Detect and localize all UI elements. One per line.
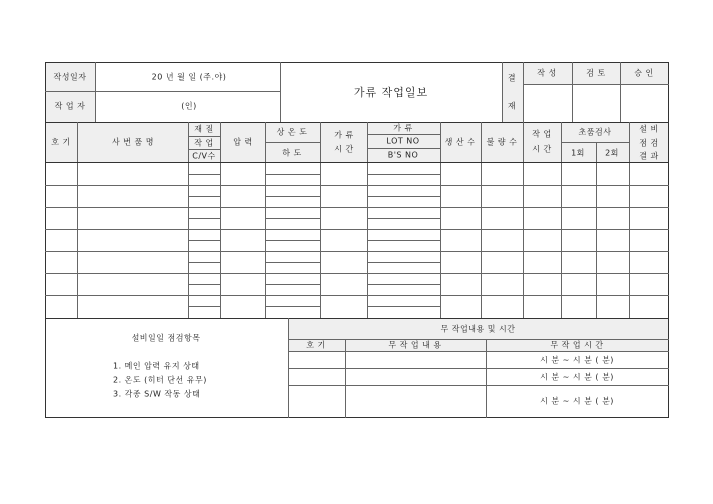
col-lot-2: LOT NO: [386, 136, 420, 146]
col-part: 사 번 품 명: [111, 137, 155, 147]
hdr-h-bottom: [45, 122, 669, 123]
sub-c-1: [188, 174, 220, 175]
idle-time-1[interactable]: 시 분 ~ 시 분 ( 분): [540, 355, 614, 365]
writer-value[interactable]: (인): [181, 101, 197, 111]
col-lot-3: B'S NO: [387, 150, 419, 160]
row-line-2: [45, 207, 669, 208]
col-vul-time-1: 가 류: [334, 130, 354, 140]
tbl-v-2: [188, 122, 189, 318]
col-equip-1: 설 비: [639, 124, 659, 134]
approval-label-2: 재: [507, 101, 517, 111]
col-first-insp: 초품검사: [578, 127, 612, 137]
col-temp-bottom: 하 도: [282, 148, 302, 158]
writer-label: 작 업 자: [54, 101, 86, 111]
sub-l-3: [367, 218, 440, 219]
tbl-v-3: [220, 122, 221, 318]
outer-bottom: [45, 417, 669, 418]
tbl-v-7: [440, 122, 441, 318]
outer-right: [668, 62, 669, 418]
idle-col-ho: 호 기: [306, 340, 326, 350]
hdr-v-appr-2: [572, 62, 573, 122]
tbl-v-5: [320, 122, 321, 318]
tbl-v-8: [481, 122, 482, 318]
thead-h-insp: [561, 142, 629, 143]
sub-l-6: [367, 284, 440, 285]
sub-l-2: [367, 196, 440, 197]
idle-col-content: 무 작 업 내 용: [388, 340, 442, 350]
tbl-v-11: [596, 142, 597, 318]
write-date-value[interactable]: 20 년 월 일 (주.야): [151, 72, 227, 82]
sub-c-4: [188, 240, 220, 241]
approval-col-approve: 승 인: [634, 68, 654, 78]
col-pressure: 압 력: [233, 137, 253, 147]
page-title: 가류 작업일보: [353, 86, 429, 99]
row-line-5: [45, 273, 669, 274]
sub-t-1: [265, 174, 320, 175]
check-item-1: 1. 메인 압력 유지 상태: [113, 361, 200, 371]
col-equip-2: 점 검: [639, 138, 659, 148]
sub-t-7: [265, 306, 320, 307]
row-line-3: [45, 229, 669, 230]
col-lot-1: 가 류: [393, 123, 413, 133]
row-line-bottom: [45, 318, 669, 319]
approval-col-review: 검 토: [586, 68, 606, 78]
col-first-2: 2회: [605, 148, 619, 158]
tbl-v-12: [629, 122, 630, 318]
hdr-h-appr: [523, 84, 669, 85]
col-material: 재 질: [194, 124, 214, 134]
col-temp-top: 상 온 도: [276, 127, 308, 137]
hdr-v-title-right: [502, 62, 503, 122]
sub-l-7: [367, 306, 440, 307]
approval-col-write: 작 성: [537, 68, 557, 78]
thead-h-bottom: [45, 162, 669, 163]
check-item-3: 3. 각종 S/W 작동 상태: [113, 389, 201, 399]
idle-col-time: 무 작 업 시 간: [550, 340, 604, 350]
sub-t-6: [265, 284, 320, 285]
col-first-1: 1회: [571, 148, 585, 158]
approval-label-1: 결: [507, 73, 517, 83]
sub-c-5: [188, 262, 220, 263]
hdr-v-appr-1: [523, 62, 524, 122]
tbl-v-10: [561, 122, 562, 318]
tbl-v-6: [367, 122, 368, 318]
row-line-1: [45, 185, 669, 186]
idle-time-2[interactable]: 시 분 ~ 시 분 ( 분): [540, 372, 614, 382]
idle-v-1: [345, 339, 346, 418]
col-defect: 불 량 수: [486, 137, 518, 147]
check-item-2: 2. 온도 (히터 단선 유무): [113, 375, 207, 385]
check-title: 설비일일 점검항목: [131, 333, 201, 343]
col-vul-time-2: 시 간: [334, 144, 354, 154]
header-bg-approval-label: [502, 62, 523, 122]
sub-t-3: [265, 218, 320, 219]
outer-top: [45, 62, 669, 63]
idle-v-2: [486, 339, 487, 418]
col-ho: 호 기: [51, 137, 71, 147]
col-work: 작 업: [194, 138, 214, 148]
sub-c-3: [188, 218, 220, 219]
sub-c-6: [188, 284, 220, 285]
row-line-6: [45, 295, 669, 296]
sub-t-5: [265, 262, 320, 263]
sub-l-4: [367, 240, 440, 241]
sub-c-2: [188, 196, 220, 197]
thead-h-temp: [265, 142, 320, 143]
sub-t-4: [265, 240, 320, 241]
sub-l-5: [367, 262, 440, 263]
sub-l-1: [367, 174, 440, 175]
tbl-v-1: [77, 122, 78, 318]
col-cv: C/V수: [192, 151, 216, 161]
hdr-h-mid: [45, 91, 280, 92]
row-line-4: [45, 251, 669, 252]
sub-t-2: [265, 196, 320, 197]
outer-left: [45, 62, 46, 418]
col-work-time-2: 시 간: [532, 144, 552, 154]
hdr-v-title-left: [280, 62, 281, 122]
thead-h-lot-1: [367, 134, 440, 135]
col-prod: 생 산 수: [444, 137, 476, 147]
col-work-time-1: 작 업: [532, 129, 552, 139]
idle-time-3[interactable]: 시 분 ~ 시 분 ( 분): [540, 396, 614, 406]
idle-title: 무 작업내용 및 시간: [440, 324, 516, 334]
col-equip-3: 결 과: [639, 151, 659, 161]
write-date-label: 작성일자: [53, 72, 87, 82]
tbl-v-4: [265, 122, 266, 318]
hdr-v-appr-3: [620, 62, 621, 122]
tbl-v-9: [523, 122, 524, 318]
sub-c-7: [188, 306, 220, 307]
hdr-v-label: [95, 62, 96, 122]
thead-h-lot-2: [367, 148, 440, 149]
